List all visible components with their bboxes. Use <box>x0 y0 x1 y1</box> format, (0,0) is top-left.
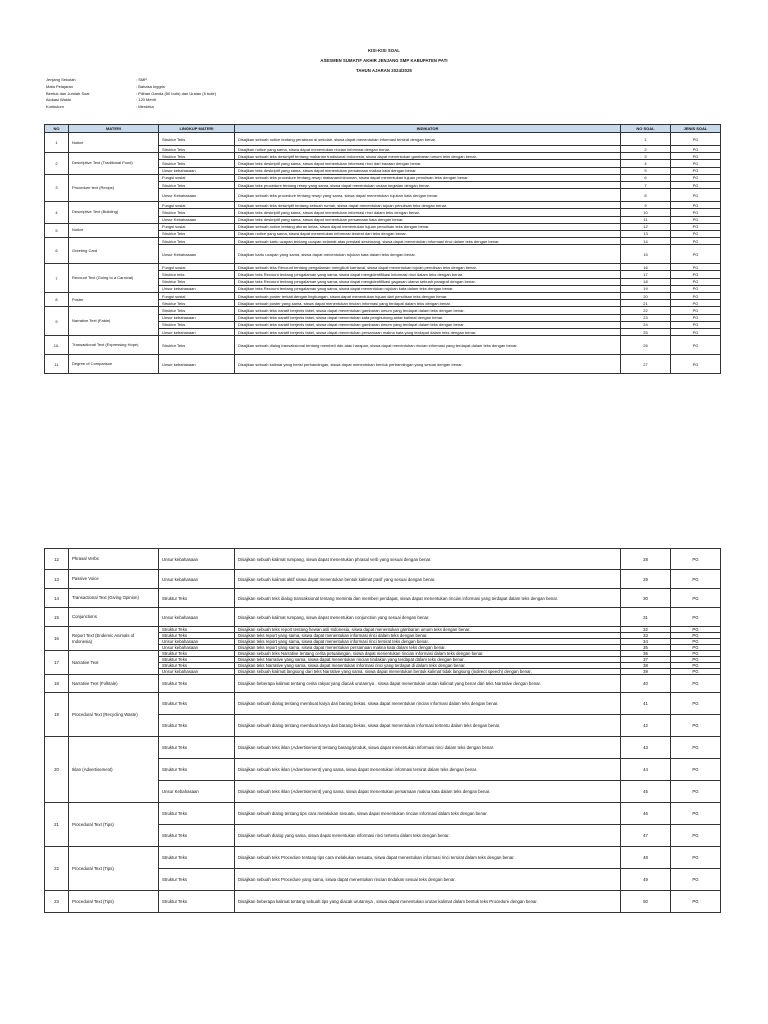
lingkup-cell: Unsur Kebahasaan <box>159 781 235 803</box>
materi-cell: Descriptive Text (Building) <box>69 202 159 224</box>
materi-cell: Descriptive Text (Traditional Food) <box>69 153 159 175</box>
indikator-cell: Disajikan sebuah teks procedure tentang resep yang sama, siswa dapat menentukan rujukan kata dengan benar. <box>235 189 621 202</box>
materi-cell: Procedural Text (Tips) <box>69 803 159 847</box>
jenis-soal-cell: PG <box>671 549 721 570</box>
doc-subtitle: ASESMEN SUMATIF AKHIR JENJANG SMP KABUPATEN PATI <box>320 58 448 63</box>
row-number: 22 <box>45 847 69 891</box>
indikator-cell: Disajikan sebuah kartu ucapan tentang ucapan selamat atas prestasi seseorang, siswa dapat menentukan informasi rinci dalam teks dengan benar. <box>235 238 621 245</box>
row-number: 21 <box>45 803 69 847</box>
table-row <box>45 174 721 181</box>
indikator-cell: Disajikan teks Narrative yang sama, siswa dapat menentukan informasi rinci yang terdapat di dalam teks dengan benar. <box>235 663 621 669</box>
table-row <box>45 549 721 570</box>
indikator-cell: Disajikan sebuah dialog tentang tips cara melakukan sesuatu, siswa dapat menentukan rincian informasi dalam teks dengan benar. <box>235 803 621 825</box>
meta-row <box>46 104 216 111</box>
jenis-soal-cell: PG <box>671 181 721 188</box>
table-row <box>45 238 721 245</box>
doc-title: KISI-KISI SOAL <box>368 48 400 53</box>
lingkup-cell: Struktur Teks <box>159 209 235 216</box>
lingkup-cell: Struktur Teks <box>159 869 235 891</box>
jenis-soal-cell: PG <box>671 160 721 167</box>
no-soal-cell: 1 <box>621 133 671 146</box>
jenis-soal-cell: PG <box>671 223 721 230</box>
jenis-soal-cell: PG <box>671 278 721 285</box>
no-soal-cell: 40 <box>621 675 671 693</box>
table-row <box>45 608 721 627</box>
no-soal-cell: 4 <box>621 160 671 167</box>
row-number: 14 <box>45 589 69 608</box>
jenis-soal-cell: PG <box>671 869 721 891</box>
row-number: 11 <box>45 355 69 374</box>
jenis-soal-cell: PG <box>671 300 721 307</box>
column-header: NO SOAL <box>621 125 671 133</box>
materi-cell: Procedural Text (Recycling Waste) <box>69 693 159 737</box>
jenis-soal-cell: PG <box>671 336 721 355</box>
jenis-soal-cell: PG <box>671 639 721 645</box>
meta-row <box>46 97 216 104</box>
table-row <box>45 133 721 146</box>
indikator-cell: Disajikan teks procedure tentang resep yang sama, siswa dapat menentukan urutan kegiatan dengan benar. <box>235 181 621 188</box>
no-soal-cell: 9 <box>621 202 671 209</box>
row-number: 2 <box>45 153 69 175</box>
no-soal-cell: 37 <box>621 657 671 663</box>
jenis-soal-cell: PG <box>671 238 721 245</box>
no-soal-cell: 47 <box>621 825 671 847</box>
jenis-soal-cell: PG <box>671 608 721 627</box>
no-soal-cell: 6 <box>621 174 671 181</box>
jenis-soal-cell: PG <box>671 355 721 374</box>
indikator-cell: Disajikan sebuah dialog tentang membuat karya dari barang bekas, siswa dapat menentukan rincian informasi dalam teks dengan benar. <box>235 693 621 715</box>
meta-row <box>46 91 216 98</box>
lingkup-cell: Struktur Teks <box>159 651 235 657</box>
meta-value: : Merdeka <box>136 104 154 110</box>
indikator-cell: Disajikan notice yang sama, siswa dapat menentukan rincian informasi dengan benar. <box>235 146 621 153</box>
no-soal-cell: 2 <box>621 146 671 153</box>
no-soal-cell: 8 <box>621 189 671 202</box>
lingkup-cell: Unsur kebahasaan <box>159 549 235 570</box>
indikator-cell: Disajikan sebuah teks naratif berjenis fabel, siswa dapat menentukan gambaran umum yang terdapat dalam teks dengan benar. <box>235 307 621 314</box>
indikator-cell: Disajikan sebuah poster yang sama, siswa dapat menentukan rincian informasi yang terdapat dalam teks dengan benar. <box>235 300 621 307</box>
jenis-soal-cell: PG <box>671 693 721 715</box>
table-row <box>45 737 721 759</box>
lingkup-cell: Struktur Teks <box>159 675 235 693</box>
lingkup-cell: Struktur Teks <box>159 146 235 153</box>
no-soal-cell: 39 <box>621 669 671 675</box>
meta-value: : SMP <box>136 77 147 82</box>
lingkup-cell: Struktur Teks <box>159 627 235 633</box>
row-number: 1 <box>45 133 69 153</box>
row-number: 6 <box>45 238 69 264</box>
lingkup-cell: Unsur kebahasaan <box>159 608 235 627</box>
row-number: 15 <box>45 608 69 627</box>
no-soal-cell: 14 <box>621 238 671 245</box>
lingkup-cell: Struktur Teks <box>159 737 235 759</box>
no-soal-cell: 38 <box>621 663 671 669</box>
row-number: 13 <box>45 570 69 589</box>
jenis-soal-cell: PG <box>671 174 721 181</box>
row-number: 9 <box>45 307 69 336</box>
column-header: MATERI <box>69 125 159 133</box>
meta-key: Mata Pelajaran <box>46 83 73 89</box>
indikator-cell: Disajikan beberapa kalimat tentang cerita rakyat yang diacak urutannya , siswa dapat menentukan urutan kalimat yang benar dari teks Narrative dengan benar. <box>235 675 621 693</box>
lingkup-cell: Struktur Teks <box>159 300 235 307</box>
lingkup-cell: Unsur kebahasaan <box>159 328 235 335</box>
indikator-cell: Disajikan teks report yang sama, siswa dapat menentukan informasi rinci tersirat teks dengan benar. <box>235 639 621 645</box>
meta-value: : Pilihan Ganda (50 butir) dan Uraian (5 butir) <box>136 90 217 96</box>
no-soal-cell: 43 <box>621 737 671 759</box>
indikator-cell: Disajikan sebuah dialog tentang membuat karya dari barang bekas, siswa dapat menentukan informasi tertentu dalam teks dengan benar. <box>235 715 621 737</box>
jenis-soal-cell: PG <box>671 216 721 223</box>
jenis-soal-cell: PG <box>671 146 721 153</box>
jenis-soal-cell: PG <box>671 293 721 300</box>
lingkup-cell: Struktur Teks <box>159 238 235 245</box>
no-soal-cell: 18 <box>621 278 671 285</box>
indikator-cell: Disajikan sebuah teks naratif berjenis fabel, siswa dapat menentukan persamaan makna kata yang terdapat dalam teks dengan benar. <box>235 328 621 335</box>
table-row <box>45 847 721 869</box>
column-header: INDIKATOR <box>235 125 621 133</box>
no-soal-cell: 7 <box>621 181 671 188</box>
no-soal-cell: 42 <box>621 715 671 737</box>
indikator-cell: Disajikan teks Narrative yang sama, siswa dapat menentukan rincian tindakan yang terdapat dalam teks dengan benar. <box>235 657 621 663</box>
materi-cell: Notice <box>69 133 159 153</box>
jenis-soal-cell: PG <box>671 645 721 651</box>
indikator-cell: Disajikan teks Recount tentang pengalaman yang sama, siswa dapat menentukan rujukan kata dalam teks dengan benar. <box>235 285 621 292</box>
indikator-cell: Disajikan sebuah notice tentang aturan kelas, siswa dapat menentukan tujuan penulisan teks dengan benar. <box>235 223 621 230</box>
jenis-soal-cell: PG <box>671 715 721 737</box>
indikator-cell: Disajikan sebuah teks report tentang hewan asli Indonesia, siswa dapat menentukan gambaran umum teks dengan benar. <box>235 627 621 633</box>
table-row <box>45 355 721 374</box>
materi-cell: Narrative Text (Folktale) <box>69 675 159 693</box>
meta-row <box>46 77 216 84</box>
lingkup-cell: Struktur Teks <box>159 847 235 869</box>
table-row <box>45 223 721 230</box>
materi-cell: Degree of Comparison <box>69 355 159 374</box>
jenis-soal-cell: PG <box>671 651 721 657</box>
indikator-cell: Disajikan sebuah teks deskriptif tentang makanan tradisional Indonesia, siswa dapat menentukan gambaran umum teks dengan benar. <box>235 153 621 160</box>
meta-value: : Bahasa Inggris <box>136 83 165 89</box>
no-soal-cell: 30 <box>621 589 671 608</box>
no-soal-cell: 20 <box>621 293 671 300</box>
no-soal-cell: 22 <box>621 307 671 314</box>
lingkup-cell: Struktur Teks <box>159 336 235 355</box>
indikator-cell: Disajikan sebuah kalimat langsung dari teks Narrative yang sama, siswa dapat menentukan bentuk kalimat tidak langsung (indirect speech) dengan benar. <box>235 669 621 675</box>
jenis-soal-cell: PG <box>671 633 721 639</box>
jenis-soal-cell: PG <box>671 675 721 693</box>
lingkup-cell: Struktur Teks <box>159 825 235 847</box>
indikator-cell: Disajikan teks Recount tentang pengalaman yang sama, siswa dapat mengidentifikasi informasi rinci dalam teks dengan benar. <box>235 271 621 278</box>
materi-cell: Procedural Text (Tips) <box>69 891 159 913</box>
materi-cell: Iklan (Advertisement) <box>69 737 159 803</box>
indikator-cell: Disajikan sebuah teks dialog transaksional tentang meminta dan memberi pendapat, siswa dapat menentukan rincian informasi yang terdapat dalam teks dengan benar. <box>235 589 621 608</box>
row-number: 23 <box>45 891 69 913</box>
table-row <box>45 202 721 209</box>
indikator-cell: Disajikan sebuah teks Procedure yang sama, siswa dapat menentukan rincian tindakan sesuai teks dengan benar. <box>235 869 621 891</box>
jenis-soal-cell: PG <box>671 669 721 675</box>
lingkup-cell: Struktur Teks <box>159 278 235 285</box>
indikator-cell: Disajikan sebuah kalimat rumpang, siswa dapat menentukan conjunction yang sesuai dengan benar. <box>235 608 621 627</box>
indikator-cell: Disajikan sebuah teks Recount tentang pengalaman mengikuti karnaval, siswa dapat menentukan tujuan penulisan teks dengan benar. <box>235 264 621 271</box>
no-soal-cell: 19 <box>621 285 671 292</box>
lingkup-cell: Unsur kebahasaan <box>159 639 235 645</box>
no-soal-cell: 45 <box>621 781 671 803</box>
table-row <box>45 675 721 693</box>
no-soal-cell: 33 <box>621 633 671 639</box>
indikator-cell: Disajikan beberapa kalimat tentang sebuah tips yang diacak urutannya , siswa dapat menentukan urutan kalimat dalam bentuk teks Procedure dengan benar. <box>235 891 621 913</box>
jenis-soal-cell: PG <box>671 285 721 292</box>
jenis-soal-cell: PG <box>671 891 721 913</box>
indikator-cell: Disajikan sebuah dialog transaksional tentang membeli dan atau harapan, siswa dapat menentukan rincian informasi yang terdapat dalam teks dengan benar. <box>235 336 621 355</box>
no-soal-cell: 23 <box>621 314 671 321</box>
row-number: 4 <box>45 202 69 224</box>
lingkup-cell: Fungsi sosial <box>159 293 235 300</box>
no-soal-cell: 27 <box>621 355 671 374</box>
materi-cell: Procedural Text (Tips) <box>69 847 159 891</box>
jenis-soal-cell: PG <box>671 189 721 202</box>
lingkup-cell: Unsur Kebahasaan <box>159 216 235 223</box>
indikator-cell: Disajikan teks report yang sama, siswa dapat menentukan informasi rinci dalam teks dengan benar. <box>235 633 621 639</box>
table-row <box>45 693 721 715</box>
no-soal-cell: 12 <box>621 223 671 230</box>
column-header: NO <box>45 125 69 133</box>
indikator-cell: Disajikan teks Recount tentang pengalaman yang sama, siswa dapat mengidentifikasi gagasan utama sebuah paragraf dengan benar. <box>235 278 621 285</box>
table-row <box>45 307 721 314</box>
lingkup-cell: Struktur Teks <box>159 307 235 314</box>
lingkup-cell: Unsur Kebahasaan <box>159 245 235 264</box>
no-soal-cell: 29 <box>621 570 671 589</box>
no-soal-cell: 5 <box>621 167 671 174</box>
table-row <box>45 264 721 271</box>
no-soal-cell: 3 <box>621 153 671 160</box>
lingkup-cell: Unsur kebahasaan <box>159 645 235 651</box>
table-row <box>45 293 721 300</box>
jenis-soal-cell: PG <box>671 847 721 869</box>
indikator-cell: Disajikan sebuah teks iklan (Advertisement) yang sama, siswa dapat menentukan informasi tersirat dalam teks dengan benar. <box>235 759 621 781</box>
no-soal-cell: 21 <box>621 300 671 307</box>
no-soal-cell: 41 <box>621 693 671 715</box>
lingkup-cell: Struktur Teks <box>159 181 235 188</box>
materi-cell: Report Text (Endemic Animals of Indonesia) <box>69 627 159 651</box>
lingkup-cell: Struktur Teks <box>159 803 235 825</box>
lingkup-cell: Unsur kebahasaan <box>159 314 235 321</box>
materi-cell: Poster <box>69 293 159 307</box>
indikator-cell: Disajikan sebuah kalimat aktif siswa dapat menentukan bentuk kalimat pasif yang sesuai dengan benar. <box>235 570 621 589</box>
row-number: 12 <box>45 549 69 570</box>
no-soal-cell: 15 <box>621 245 671 264</box>
table-row <box>45 891 721 913</box>
indikator-cell: Disajikan sebuah teks iklan (Advertisement) tentang barang/produk, siswa dapat menentukan informasi rinci dalam teks dengan benar. <box>235 737 621 759</box>
meta-value: : 120 Menit <box>136 97 156 103</box>
lingkup-cell: Struktur Teks <box>159 160 235 167</box>
indikator-cell: Disajikan kartu ucapan yang sama, siswa dapat menentukan rujukan kata dalam teks dengan benar. <box>235 245 621 264</box>
no-soal-cell: 44 <box>621 759 671 781</box>
lingkup-cell: Struktur Teks <box>159 230 235 237</box>
lingkup-cell: Fungsi sosial <box>159 174 235 181</box>
jenis-soal-cell: PG <box>671 663 721 669</box>
indikator-cell: Disajikan sebuah kalimat yang berisi perbandingan, siswa dapat menentukan bentuk perbandingan yang sesuai dengan benar. <box>235 355 621 374</box>
materi-cell: Transactional Text (Expressing Hope) <box>69 336 159 355</box>
indikator-cell: Disajikan teks deskriptif yang sama, siswa dapat menentukan informasi rinci dalam teks dengan benar. <box>235 209 621 216</box>
materi-cell: Passive Voice <box>69 570 159 589</box>
indikator-cell: Disajikan teks report yang sama, siswa dapat menentukan persamaan makna kata dalam teks dengan benar. <box>235 645 621 651</box>
indikator-cell: Disajikan sebuah kalimat rumpang, siswa dapat menentukan phrasal verb yang sesuai dengan benar. <box>235 549 621 570</box>
no-soal-cell: 11 <box>621 216 671 223</box>
no-soal-cell: 24 <box>621 321 671 328</box>
row-number: 5 <box>45 223 69 237</box>
lingkup-cell: Struktur Teks <box>159 657 235 663</box>
row-number: 10. <box>45 336 69 355</box>
no-soal-cell: 34 <box>621 639 671 645</box>
column-header: JENIS SOAL <box>671 125 721 133</box>
row-number: 16 <box>45 627 69 651</box>
lingkup-cell: Struktur teks <box>159 271 235 278</box>
jenis-soal-cell: PG <box>671 202 721 209</box>
no-soal-cell: 49 <box>621 869 671 891</box>
lingkup-cell: Unsur kebahasaan <box>159 355 235 374</box>
lingkup-cell: Struktur Teks <box>159 321 235 328</box>
no-soal-cell: 10 <box>621 209 671 216</box>
indikator-cell: Disajikan teks deskriptif yang sama, siswa dapat menentukan persamaan makna kata dengan benar. <box>235 167 621 174</box>
indikator-cell: Disajikan sebuah teks Narrative tentang cerita petualangan, siswa dapat menentukan rincian informasi dalam teks dengan benar. <box>235 651 621 657</box>
row-number: 19 <box>45 693 69 737</box>
lingkup-cell: Fungsi sosial <box>159 223 235 230</box>
lingkup-cell: Unsur kebahasaan <box>159 669 235 675</box>
indikator-cell: Disajikan sebuah teks iklan (Advertisement) yang sama, siswa dapat menentukan persamaan makna kata dalam teks dengan benar. <box>235 781 621 803</box>
materi-cell: Greeting Card <box>69 238 159 264</box>
column-header: LINGKUP MATERI <box>159 125 235 133</box>
no-soal-cell: 28 <box>621 549 671 570</box>
no-soal-cell: 50 <box>621 891 671 913</box>
materi-cell: Transactional Text (Giving Opinion) <box>69 589 159 608</box>
meta-key: Kurikulum <box>46 104 64 110</box>
kisi-table-page1 <box>44 124 721 374</box>
no-soal-cell: 31 <box>621 608 671 627</box>
materi-cell: Procedure text (Recipe) <box>69 174 159 201</box>
jenis-soal-cell: PG <box>671 570 721 589</box>
row-number: 8 <box>45 293 69 307</box>
meta-key: Jenjang Sekolah <box>46 77 76 82</box>
lingkup-cell: Struktur Teks <box>159 153 235 160</box>
jenis-soal-cell: PG <box>671 803 721 825</box>
materi-cell: Conjunctions <box>69 608 159 627</box>
meta-key: Alokasi Waktu <box>46 97 72 103</box>
meta-key: Bentuk dan Jumlah Soal <box>46 90 90 96</box>
materi-cell: Narrative Text <box>69 651 159 675</box>
jenis-soal-cell: PG <box>671 271 721 278</box>
no-soal-cell: 13 <box>621 230 671 237</box>
row-number: 17 <box>45 651 69 675</box>
no-soal-cell: 32 <box>621 627 671 633</box>
no-soal-cell: 35 <box>621 645 671 651</box>
indikator-cell: Disajikan sebuah teks naratif berjenis fabel, siswa dapat menentukan kata penghubung antar kalimat dengan benar. <box>235 314 621 321</box>
jenis-soal-cell: PG <box>671 307 721 314</box>
table-row <box>45 803 721 825</box>
jenis-soal-cell: PG <box>671 589 721 608</box>
no-soal-cell: 17 <box>621 271 671 278</box>
jenis-soal-cell: PG <box>671 314 721 321</box>
row-number: 7 <box>45 264 69 293</box>
meta-row <box>46 84 216 91</box>
jenis-soal-cell: PG <box>671 657 721 663</box>
jenis-soal-cell: PG <box>671 759 721 781</box>
jenis-soal-cell: PG <box>671 264 721 271</box>
materi-cell: Narrative Text (Fable) <box>69 307 159 336</box>
no-soal-cell: 36 <box>621 651 671 657</box>
jenis-soal-cell: PG <box>671 230 721 237</box>
row-number: 18 <box>45 675 69 693</box>
lingkup-cell: Struktur Teks <box>159 589 235 608</box>
indikator-cell: Disajikan teks deskriptif yang sama, siswa dapat menentukan informasi rinci dari bacaan dengan benar. <box>235 160 621 167</box>
jenis-soal-cell: PG <box>671 153 721 160</box>
jenis-soal-cell: PG <box>671 328 721 335</box>
lingkup-cell: Unsur kebahasaan <box>159 570 235 589</box>
jenis-soal-cell: PG <box>671 825 721 847</box>
jenis-soal-cell: PG <box>671 781 721 803</box>
doc-year: TAHUN AJARAN 2024/2025 <box>356 68 412 73</box>
no-soal-cell: 25 <box>621 328 671 335</box>
lingkup-cell: Unsur Kebahasaan <box>159 189 235 202</box>
jenis-soal-cell: PG <box>671 209 721 216</box>
materi-cell: Recount Text (Going to a Carnival) <box>69 264 159 293</box>
indikator-cell: Disajikan sebuah teks deskriptif tentang sebuah rumah, siswa dapat menentukan tujuan penulisan teks dengan benar. <box>235 202 621 209</box>
lingkup-cell: Struktur Teks <box>159 133 235 146</box>
table-row <box>45 336 721 355</box>
lingkup-cell: Unsur kebahasaan <box>159 167 235 174</box>
jenis-soal-cell: PG <box>671 321 721 328</box>
lingkup-cell: Fungsi sosial <box>159 202 235 209</box>
indikator-cell: Disajikan teks deskriptif yang sama, siswa dapat menentukan persamaan kata dengan benar. <box>235 216 621 223</box>
lingkup-cell: Fungsi sosial <box>159 264 235 271</box>
lingkup-cell: Struktur Teks <box>159 663 235 669</box>
kisi-table-page2 <box>44 548 721 913</box>
jenis-soal-cell: PG <box>671 167 721 174</box>
row-number: 20 <box>45 737 69 803</box>
jenis-soal-cell: PG <box>671 737 721 759</box>
indikator-cell: Disajikan sebuah teks procedure tentang resep makanan/minuman, siswa dapat menentukan tujuan penulisan teks dengan benar. <box>235 174 621 181</box>
jenis-soal-cell: PG <box>671 627 721 633</box>
table-row <box>45 153 721 160</box>
materi-cell: Phrasal Verbs <box>69 549 159 570</box>
table-row <box>45 570 721 589</box>
no-soal-cell: 26 <box>621 336 671 355</box>
lingkup-cell: Unsur kebahasaan <box>159 285 235 292</box>
jenis-soal-cell: PG <box>671 133 721 146</box>
no-soal-cell: 16 <box>621 264 671 271</box>
indikator-cell: Disajikan sebuah notice tentang peraturan di sekolah, siswa dapat menentukan informasi tersirat dengan benar. <box>235 133 621 146</box>
indikator-cell: Disajikan sebuah teks Procedure tentang tips cara melakukan sesuatu, siswa dapat menentukan informasi rinci tersirat dalam teks dengan benar. <box>235 847 621 869</box>
materi-cell: Notice <box>69 223 159 237</box>
jenis-soal-cell: PG <box>671 245 721 264</box>
lingkup-cell: Struktur Teks <box>159 693 235 715</box>
lingkup-cell: Struktur Teks <box>159 715 235 737</box>
indikator-cell: Disajikan sebuah teks naratif berjenis fabel, siswa dapat menentukan gambaran umum yang terdapat dalam teks dengan benar. <box>235 321 621 328</box>
no-soal-cell: 48 <box>621 847 671 869</box>
lingkup-cell: Struktur Teks <box>159 759 235 781</box>
lingkup-cell: Struktur Teks <box>159 633 235 639</box>
indikator-cell: Disajikan sebuah dialog yang sama, siswa dapat menentukan informasi rinci tertentu dalam teks dengan benar. <box>235 825 621 847</box>
no-soal-cell: 46 <box>621 803 671 825</box>
indikator-cell: Disajikan sebuah poster terkait dengan lingkungan, siswa dapat menentukan tujuan dari penulisan teks dengan benar. <box>235 293 621 300</box>
table-row <box>45 589 721 608</box>
row-number: 3 <box>45 174 69 201</box>
indikator-cell: Disajikan notice yang sama, siswa dapat menentukan informasi tersirat dari teks dengan benar. <box>235 230 621 237</box>
lingkup-cell: Struktur Teks <box>159 891 235 913</box>
meta-block <box>46 77 216 111</box>
